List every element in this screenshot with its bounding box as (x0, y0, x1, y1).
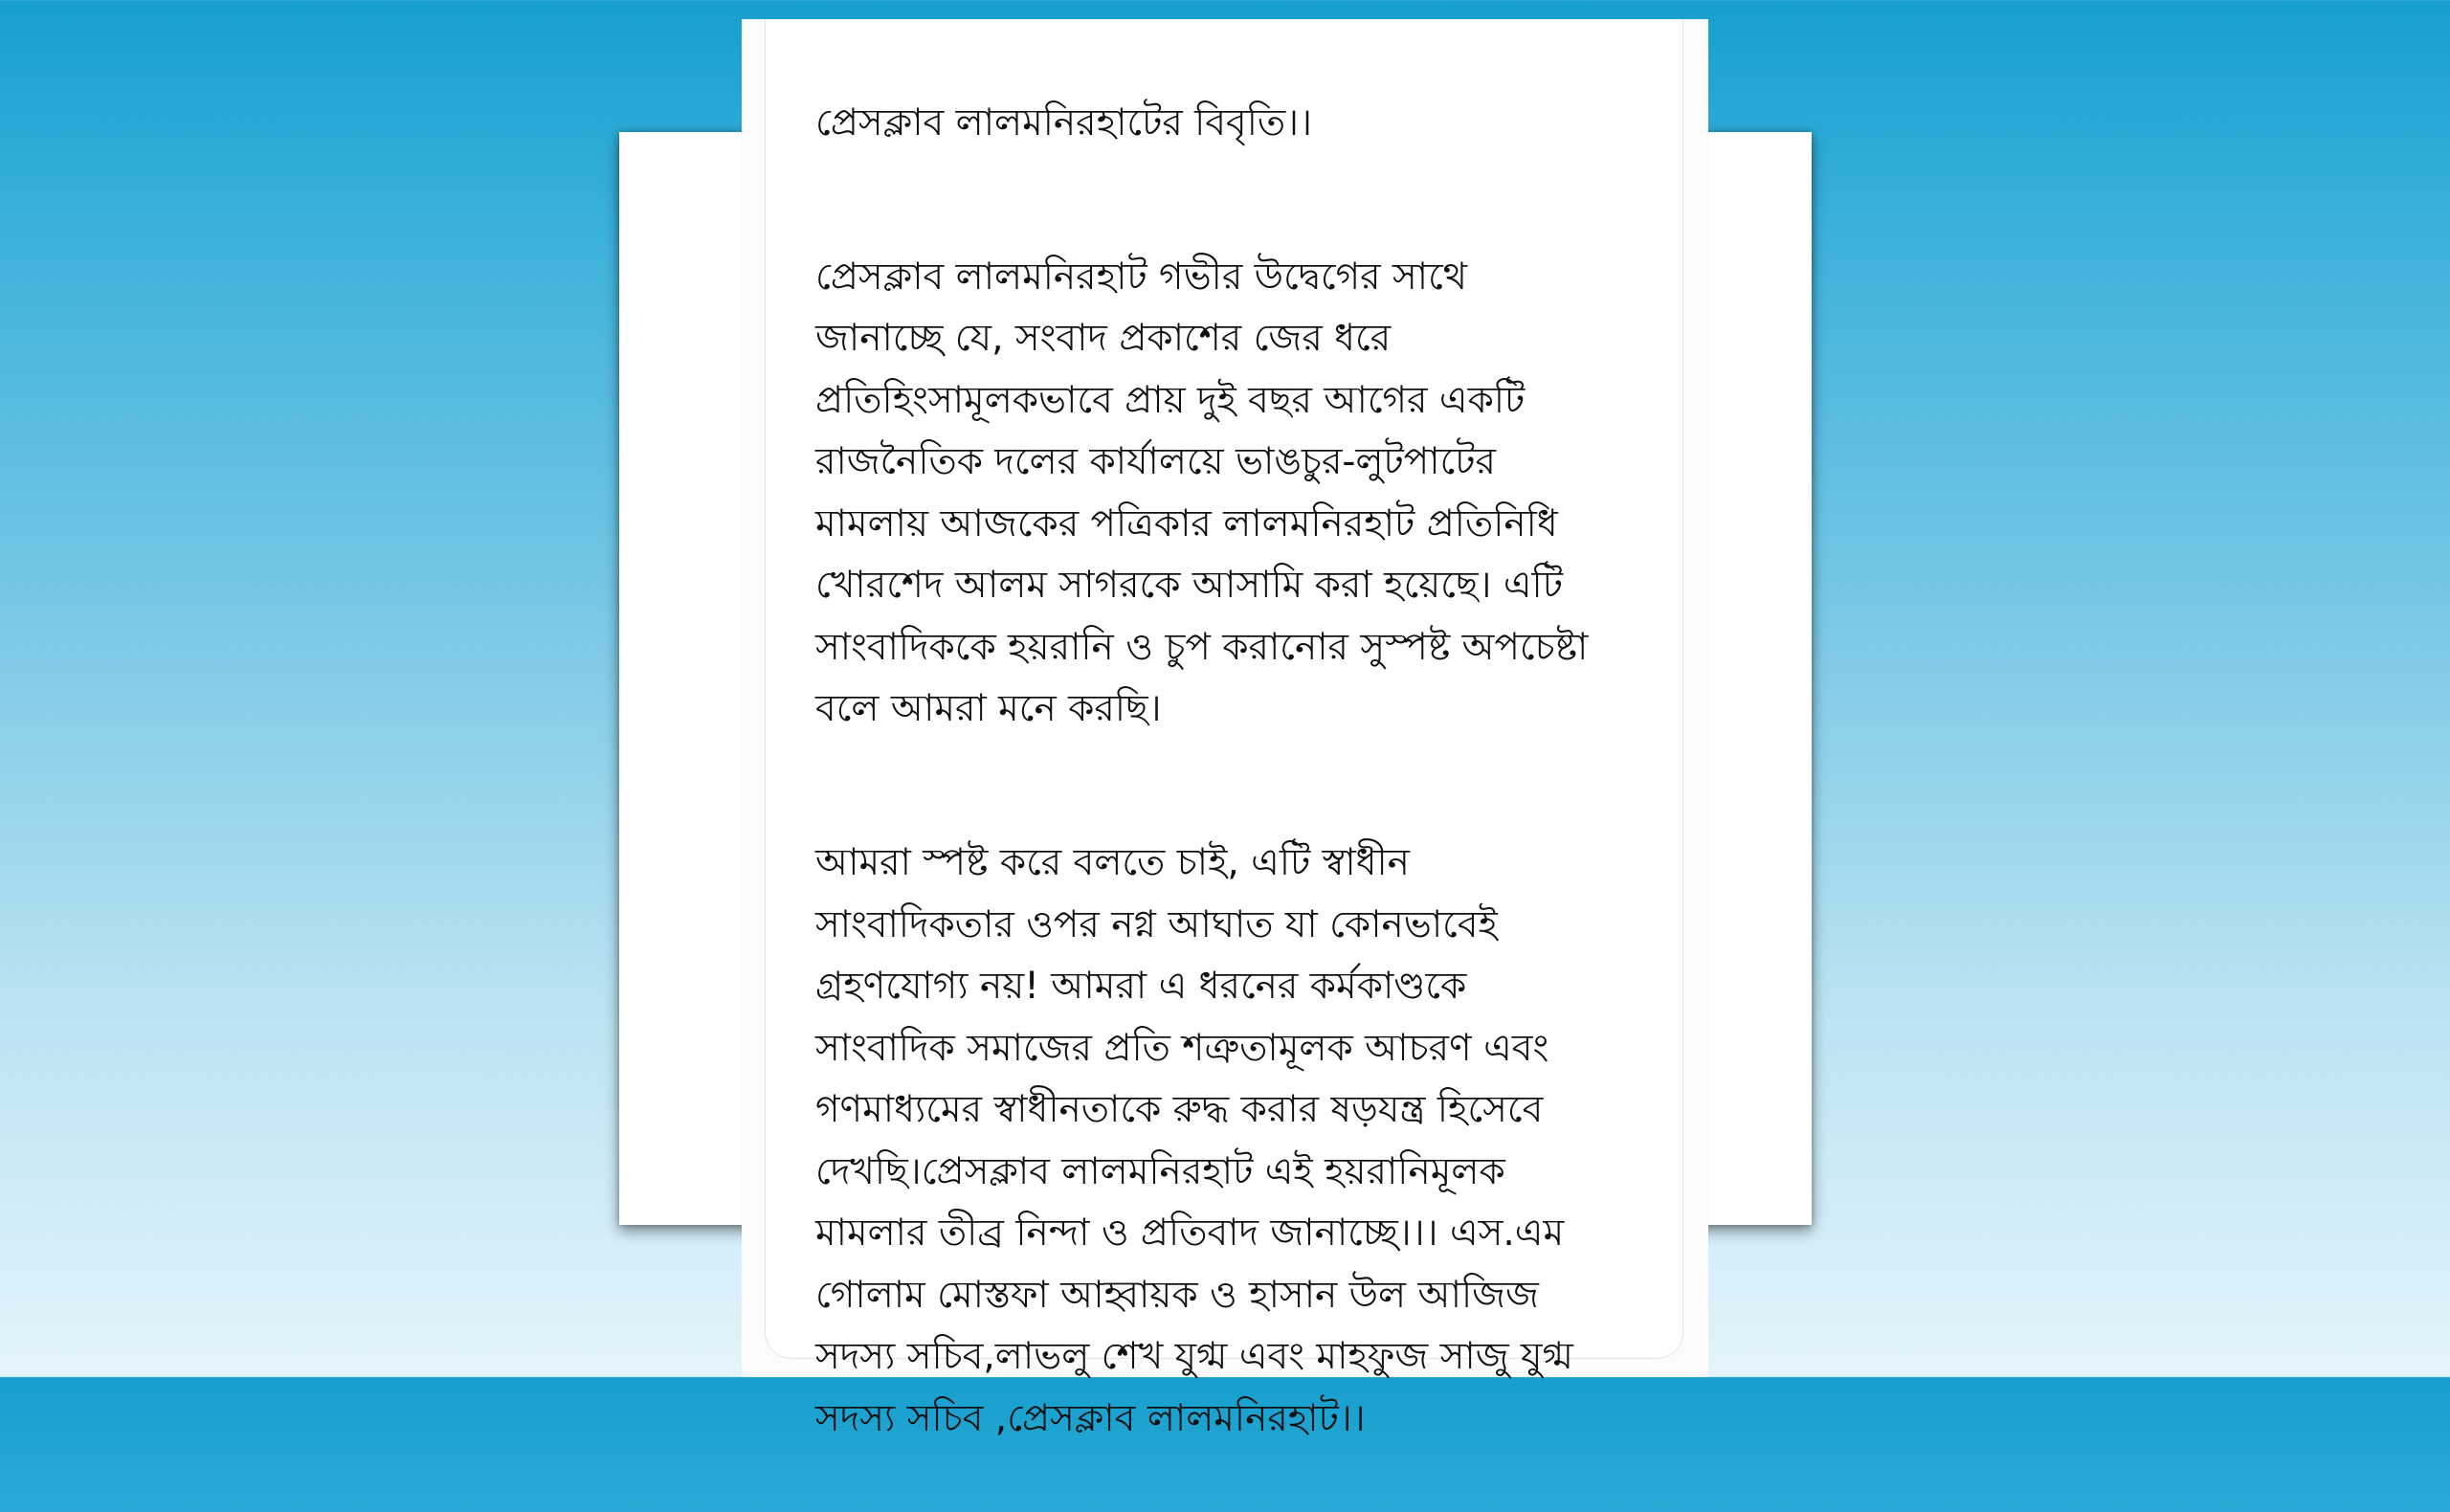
statement-document (742, 19, 1708, 1440)
statement-panel (765, 19, 1683, 1440)
statement-title: প্রেসক্লাব লালমনিরহাটের বিবৃতি।। (815, 100, 1313, 145)
statement-text (815, 31, 1667, 1512)
statement-paragraph-1: প্রেসক্লাব লালমনিরহাট গভীর উদ্বেগের সাথে জানাচ্ছে যে, সংবাদ প্রকাশের জের ধরে প্রতিহিংসামূলকভাবে প্রায় দুই বছর আগের একটি রাজনৈতিক দলের কার্যালয়ে ভাঙচুর-লুটপাটের মামলায় আজকের পত্রিকার লালমনিরহাট প্রতিনিধি খোরশেদ আলম সাগরকে আসামি করা হয়েছে। এটি সাংবাদিককে হয়রানি ও চুপ করানোর সুস্পষ্ট অপচেষ্টা বলে আমরা মনে করছি। (815, 255, 1589, 730)
statement-paragraph-2: আমরা স্পষ্ট করে বলতে চাই, এটি স্বাধীন সাংবাদিকতার ওপর নগ্ন আঘাত যা কোনভাবেই গ্রহণযোগ্য নয়! আমরা এ ধরনের কর্মকাণ্ডকে সাংবাদিক সমাজের প্রতি শত্রুতামূলক আচরণ এবং গণমাধ্যমের স্বাধীনতাকে রুদ্ধ করার ষড়যন্ত্র হিসেবে দেখছি।প্রেসক্লাব লালমনিরহাট এই হয়রানিমূলক মামলার তীব্র নিন্দা ও প্রতিবাদ জানাচ্ছে।।। এস.এম গোলাম মোস্তফা আহ্বায়ক ও হাসান উল আজিজ সদস্য সচিব,লাভলু শেখ যুগ্ম এবং মাহফুজ সাজু যুগ্ম সদস্য সচিব ,প্রেসক্লাব লালমনিরহাট।। (815, 841, 1573, 1440)
